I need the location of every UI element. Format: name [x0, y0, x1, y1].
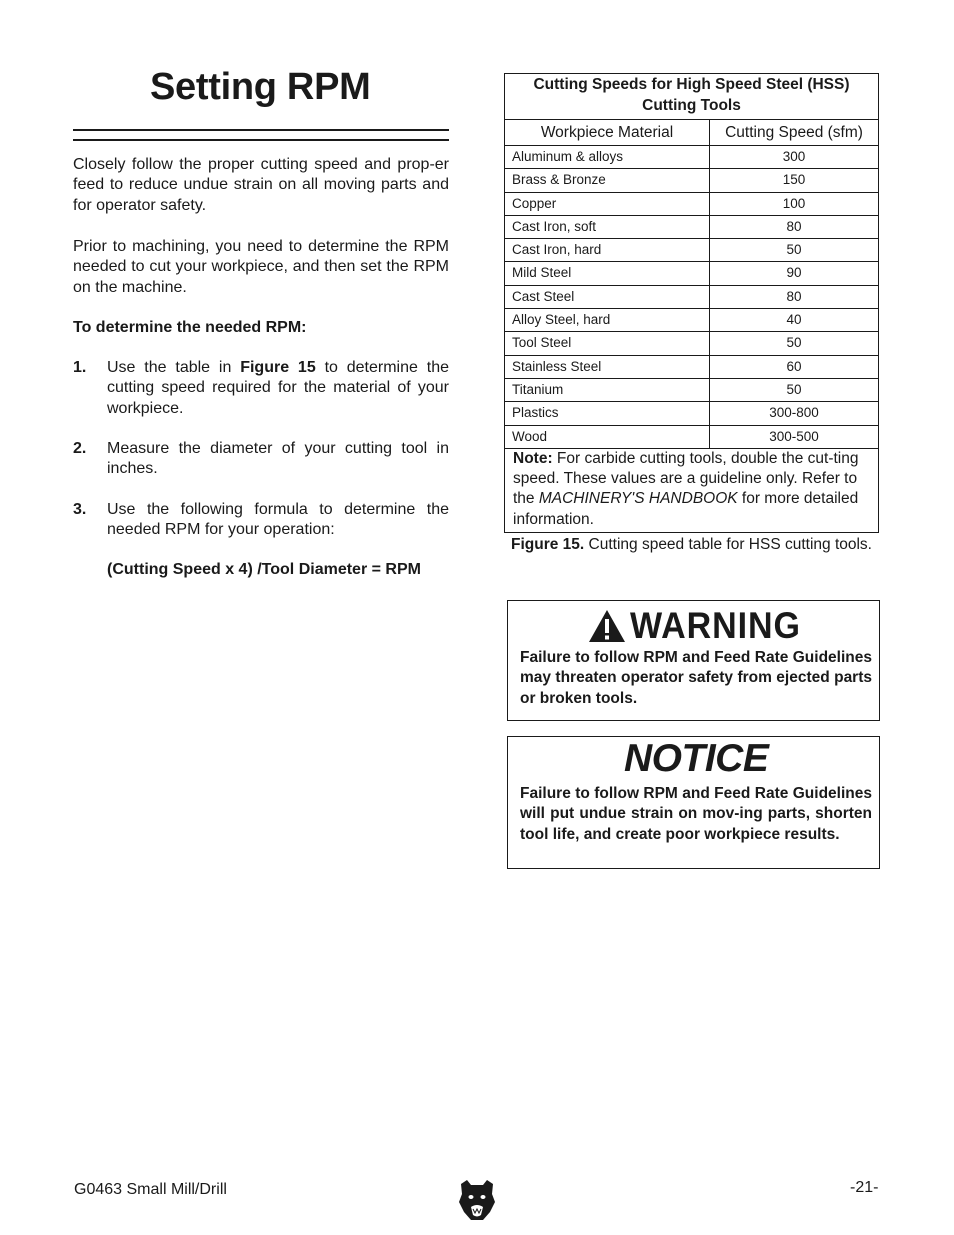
table-row	[505, 402, 878, 425]
table-row	[505, 193, 878, 216]
table-row	[505, 216, 878, 239]
speed-cell: 100	[782, 195, 806, 211]
table-row	[505, 309, 878, 332]
step-text: Use the table in Figure 15 to determine the cutting speed required for the material of your workpiece.	[107, 359, 449, 417]
table-row	[505, 379, 878, 402]
speed-cell: 300	[782, 149, 806, 164]
warning-heading: WARNING	[630, 605, 801, 646]
step-text: Measure the diameter of your cutting tool in inches.	[107, 440, 449, 478]
speed-cell: 60	[786, 358, 802, 374]
cutting-speed-table	[504, 73, 879, 533]
title-rule-bottom	[73, 139, 449, 141]
step-item	[73, 439, 449, 481]
table-note: Note: For carbide cutting tools, double the cut-ting speed. These values are a guideline only. Refer to the MACHINERY'S HANDBOOK for more detailed information.	[513, 449, 859, 528]
figure-caption: Figure 15. Cutting speed table for HSS cutting tools.	[511, 536, 872, 553]
table-row	[505, 356, 878, 379]
footer-model: G0463 Small Mill/Drill	[74, 1181, 227, 1198]
speed-cell: 300-500	[769, 428, 819, 444]
material-cell: Tool Steel	[505, 332, 710, 354]
speed-cell: 50	[786, 381, 802, 397]
material-cell: Plastics	[505, 402, 710, 424]
page-title: Setting RPM	[150, 66, 371, 108]
warning-box	[507, 600, 880, 721]
material-cell: Cast Iron, soft	[505, 216, 710, 238]
warning-triangle-icon	[588, 609, 626, 643]
title-rule-top	[73, 129, 449, 131]
speed-cell: 80	[786, 288, 802, 304]
warning-header	[588, 605, 816, 647]
speed-cell: 150	[782, 172, 806, 188]
notice-box	[507, 736, 880, 869]
step-number: 1.	[73, 359, 87, 376]
figure-reference: Figure 15	[240, 359, 316, 376]
material-cell: Brass & Bronze	[505, 169, 710, 191]
intro-paragraph: Prior to machining, you need to determine the RPM needed to cut your workpiece, and then set the RPM on the machine.	[73, 238, 449, 296]
step-number: 3.	[73, 501, 87, 518]
notice-heading: NOTICE	[624, 737, 769, 780]
section-subheading: To determine the needed RPM:	[73, 319, 307, 336]
speed-cell: 80	[786, 218, 802, 234]
intro-paragraph: Closely follow the proper cutting speed and prop-er feed to reduce undue strain on all moving parts and for operator safety.	[73, 156, 449, 214]
rpm-formula: (Cutting Speed x 4) /Tool Diameter = RPM	[107, 561, 421, 578]
material-cell: Mild Steel	[505, 262, 710, 284]
speed-cell: 40	[786, 312, 802, 328]
warning-text: Failure to follow RPM and Feed Rate Guidelines may threaten operator safety from ejected parts or broken tools.	[520, 649, 872, 707]
material-cell: Titanium	[505, 379, 710, 401]
material-cell: Alloy Steel, hard	[505, 309, 710, 331]
step-item	[73, 358, 449, 420]
material-cell: Cast Iron, hard	[505, 239, 710, 261]
step-item	[73, 500, 449, 542]
material-cell: Wood	[505, 426, 710, 448]
material-cell: Copper	[505, 193, 710, 215]
table-header-row	[505, 120, 878, 146]
material-cell: Aluminum & alloys	[505, 146, 710, 168]
speed-cell: 50	[786, 242, 802, 258]
table-row	[505, 239, 878, 262]
table-row	[505, 169, 878, 192]
bear-head-logo-icon	[457, 1178, 497, 1222]
table-row	[505, 426, 878, 449]
table-row	[505, 146, 878, 169]
step-number: 2.	[73, 440, 87, 457]
column-header-material: Workpiece Material	[505, 120, 710, 145]
table-row	[505, 262, 878, 285]
material-cell: Cast Steel	[505, 286, 710, 308]
column-header-speed: Cutting Speed (sfm)	[725, 124, 863, 141]
material-cell: Stainless Steel	[505, 356, 710, 378]
table-title: Cutting Speeds for High Speed Steel (HSS) Cutting Tools	[505, 74, 878, 120]
speed-cell: 50	[786, 335, 802, 351]
table-row	[505, 332, 878, 355]
speed-cell: 90	[786, 265, 802, 281]
table-row	[505, 286, 878, 309]
notice-text: Failure to follow RPM and Feed Rate Guidelines will put undue strain on mov-ing parts, shorten tool life, and create poor workpiece results.	[520, 785, 872, 843]
step-text: Use the following formula to determine the needed RPM for your operation:	[107, 501, 449, 539]
speed-cell: 300-800	[769, 405, 819, 421]
footer-page-number: -21-	[850, 1179, 879, 1196]
